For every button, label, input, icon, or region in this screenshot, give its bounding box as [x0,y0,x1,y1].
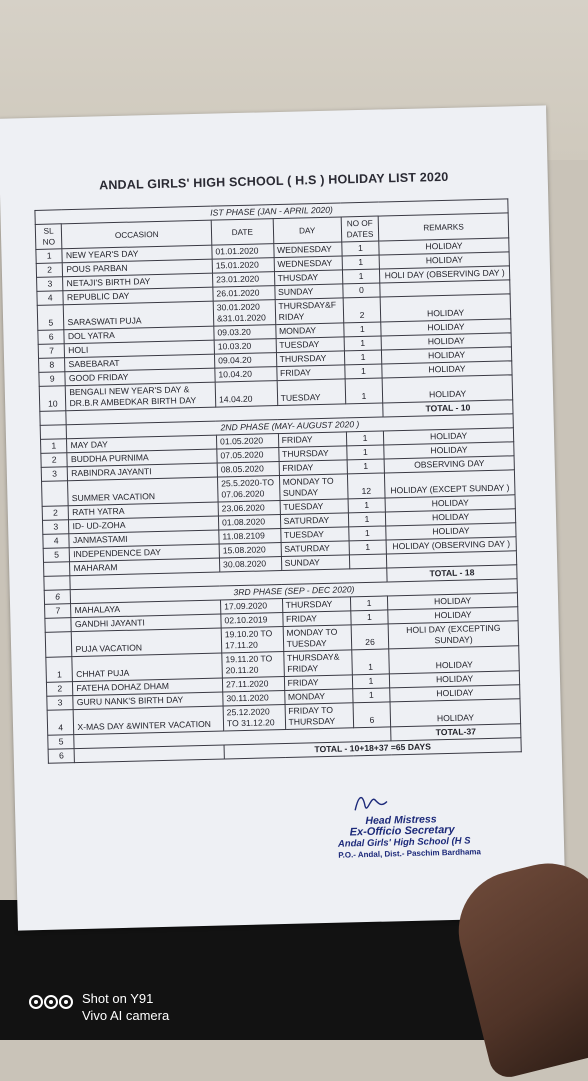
occasion-cell: PUJA VACATION [72,628,222,657]
occasion-cell: REPUBLIC DAY [63,287,213,305]
day-cell: FRIDAY [278,432,347,448]
dates-count-cell: 1 [350,596,388,611]
occasion-cell: INDEPENDENCE DAY [70,544,220,562]
remarks-cell: HOLIDAY [384,428,514,445]
date-cell: 01.08.2020 [218,515,280,531]
sl-cell: 8 [39,358,66,373]
grand-total: TOTAL - 10+18+37 =65 DAYS [224,738,521,759]
sl-cell [44,576,71,591]
day-cell: THUSDAY [274,270,343,286]
sl-cell: 6 [44,590,71,605]
day-cell: MONDAY TO SUNDAY [279,474,348,501]
date-cell: 27.11.2020 [222,676,284,692]
phase-total: TOTAL - 18 [387,565,517,582]
sl-cell: 3 [47,696,74,711]
occasion-cell: MAHARAM [70,558,220,576]
occasion-cell: GOOD FRIDAY [65,368,215,386]
date-cell: 01.01.2020 [212,244,274,260]
holiday-list-sheet [0,105,566,930]
occasion-cell: HOLI [65,340,215,358]
date-cell: 14.04.20 [215,381,277,407]
date-cell: 30.01.2020 &31.01.2020 [213,300,275,326]
dates-count-cell: 26 [351,624,389,650]
day-cell: SUNDAY [274,284,343,300]
remarks-cell: HOLIDAY [390,699,520,727]
day-cell: THURSDAY [278,446,347,462]
remarks-cell: HOLIDAY [382,375,512,403]
header-sl: SL NO [35,224,62,250]
dates-count-cell: 1 [342,269,380,284]
date-cell: 17.09.2020 [220,599,282,615]
dates-count-cell: 1 [352,688,390,703]
day-cell: THURSDAY [276,351,345,367]
sl-cell [45,632,72,658]
sl-cell [42,481,69,507]
dates-count-cell: 1 [344,350,382,365]
phase-label: 3RD PHASE (SEP - DEC 2020) [71,579,518,604]
remarks-cell: OBSERVING DAY [384,456,514,473]
date-cell: 15.08.2020 [219,543,281,559]
signature-title: Head Mistress [365,813,437,828]
date-cell: 11.08.2109 [219,529,281,545]
day-cell: FRIDAY [282,611,351,627]
sl-cell [44,562,71,577]
document-title: ANDAL GIRLS' HIGH SCHOOL ( H.S ) HOLIDAY LIST 2020 [98,169,449,193]
dates-count-cell: 1 [345,364,383,379]
occasion-cell: X-MAS DAY &WINTER VACATION [74,706,224,735]
remarks-cell: HOLI DAY (OBSERVING DAY ) [380,266,510,283]
date-cell: 26.01.2020 [213,286,275,302]
day-cell: MONDAY TO TUESDAY [283,625,352,652]
day-cell: TUESDAY [280,499,349,515]
day-cell: TUESDAY [280,527,349,543]
occasion-cell: ID- UD-ZOHA [69,516,219,534]
dates-count-cell: 2 [343,297,381,323]
sl-cell: 5 [37,305,64,331]
sl-cell: 3 [37,277,64,292]
occasion-cell: MAHALAYA [71,600,221,618]
holiday-table [34,198,521,763]
remarks-cell: HOLIDAY [388,607,518,624]
sl-cell [45,618,72,633]
day-cell: THURSDAY [282,597,351,613]
day-cell: SUNDAY [281,555,350,571]
dates-count-cell: 1 [347,445,385,460]
occasion-cell: DOL YATRA [64,326,214,344]
dates-count-cell [349,554,387,569]
occasion-cell: SABEBARAT [65,354,215,372]
sl-cell: 7 [45,604,72,619]
holiday-table-body [35,199,521,763]
date-cell: 15.01.2020 [212,258,274,274]
phase-total: TOTAL - 10 [383,400,513,417]
remarks-cell: HOLIDAY [382,361,512,378]
day-cell: MONDAY [284,689,353,705]
signature-address: P.O.- Andal, Dist.- Paschim Bardhama [338,847,482,860]
header-dates-count: NO OF DATES [341,216,379,242]
header-remarks: REMARKS [378,213,508,241]
occasion-cell: SARASWATI PUJA [64,301,214,330]
occasion-cell: BENGALI NEW YEAR'S DAY & DR.B.R AMBEDKAR BIRTH DAY [66,382,216,411]
remarks-cell: HOLIDAY [389,646,519,674]
day-cell: FRIDAY [276,365,345,381]
sl-cell: 1 [46,657,73,683]
dates-count-cell: 1 [344,336,382,351]
signature-scribble-icon [351,789,392,816]
sl-cell: 3 [42,520,69,535]
sl-cell: 4 [37,291,64,306]
occasion-cell: MAY DAY [67,435,217,453]
remarks-cell: HOLIDAY [381,319,511,336]
remarks-cell: HOLIDAY [379,252,509,269]
remarks-cell: HOLIDAY (OBSERVING DAY ) [386,537,516,554]
sl-cell: 6 [38,330,65,345]
date-cell: 30.08.2020 [219,557,281,573]
remarks-cell: HOLIDAY [384,442,514,459]
dates-count-cell: 1 [348,512,386,527]
occasion-cell: RATH YATRA [69,502,219,520]
remarks-cell: HOLI DAY (EXCEPTING SUNDAY) [388,621,518,649]
remarks-cell: HOLIDAY [379,238,509,255]
remarks-cell: HOLIDAY [386,509,516,526]
dates-count-cell: 1 [342,255,380,270]
occasion-cell: FATEHA DOHAZ DHAM [73,678,223,696]
sl-cell: 2 [41,453,68,468]
occasion-cell: SUMMER VACATION [68,477,218,506]
day-cell: FRIDAY TO THURSDAY [285,703,354,730]
remarks-cell: HOLIDAY [388,593,518,610]
day-cell: THURSDAY& FRIDAY [283,650,352,677]
phase-label: 2ND PHASE (MAY- AUGUST 2020 ) [67,414,514,439]
occasion-cell: NEW YEAR'S DAY [62,245,212,263]
sl-cell: 4 [43,534,70,549]
sl-cell: 1 [41,439,68,454]
sl-cell: 9 [39,372,66,387]
day-cell: SATURDAY [281,541,350,557]
phase-total: TOTAL-37 [391,724,521,741]
dates-count-cell: 1 [345,378,383,404]
sl-cell: 4 [47,710,74,736]
sl-cell: 5 [48,735,75,750]
sl-cell [40,411,67,426]
dates-count-cell: 1 [342,241,380,256]
occasion-cell: CHHAT PUJA [72,653,222,682]
signature-block [337,811,558,860]
day-cell: TUESDAY [277,379,346,406]
remarks-cell: HOLIDAY (EXCEPT SUNDAY ) [385,470,515,498]
remarks-cell: HOLIDAY [380,294,510,322]
date-cell: 09.04.20 [214,353,276,369]
occasion-cell: GURU NANK'S BIRTH DAY [73,692,223,710]
sl-cell: 2 [42,506,69,521]
total-spacer-cell [74,745,224,763]
dates-count-cell: 0 [343,283,381,298]
day-cell: WEDNESDAY [273,242,342,258]
date-cell: 23.06.2020 [218,501,280,517]
dates-count-cell: 1 [351,610,389,625]
remarks-cell: HOLIDAY [382,347,512,364]
day-cell: FRIDAY [284,675,353,691]
signature-school: Andal Girls' High School (H S [337,835,471,850]
dates-count-cell: 1 [348,498,386,513]
day-cell: WEDNESDAY [274,256,343,272]
date-cell: 10.03.20 [214,339,276,355]
dates-count-cell: 1 [346,431,384,446]
sl-cell: 2 [36,263,63,278]
remarks-cell: HOLIDAY [386,523,516,540]
date-cell: 19.11.20 TO 20.11.20 [222,652,284,678]
phase-label: IST PHASE (JAN - APRIL 2020) [35,199,508,225]
watermark-line-2: Vivo AI camera [82,1008,170,1023]
date-cell: 08.05.2020 [217,462,279,478]
camera-lens-icon [28,992,74,1012]
dates-count-cell: 6 [353,702,391,728]
date-cell: 02.10.2019 [221,613,283,629]
sl-cell: 3 [41,467,68,482]
watermark-line-1: Shot on Y91 [82,991,154,1006]
occasion-cell: BUDDHA PURNIMA [67,449,217,467]
dates-count-cell: 12 [347,473,385,499]
date-cell: 30.11.2020 [223,690,285,706]
day-cell: THURSDAY&F RIDAY [275,298,344,325]
remarks-cell: HOLIDAY [381,333,511,350]
day-cell: SATURDAY [280,513,349,529]
occasion-cell: RABINDRA JAYANTI [68,463,218,481]
dates-count-cell: 1 [349,526,387,541]
date-cell: 23.01.2020 [212,272,274,288]
remarks-cell: HOLIDAY [390,685,520,702]
header-date: DATE [211,219,273,245]
day-cell: MONDAY [275,323,344,339]
dates-count-cell: 1 [352,674,390,689]
remarks-cell: HOLIDAY [385,495,515,512]
date-cell: 01.05.2020 [216,434,278,450]
occasion-cell: JANMASTAMI [69,530,219,548]
date-cell: 10.04.20 [215,367,277,383]
header-day: DAY [273,217,342,244]
dates-count-cell: 1 [344,322,382,337]
sl-cell: 7 [38,344,65,359]
sl-cell [40,425,67,440]
date-cell: 25.5.2020-TO 07.06.2020 [217,476,279,502]
sl-cell: 10 [39,386,66,412]
occasion-cell: POUS PARBAN [63,259,213,277]
occasion-cell: GANDHI JAYANTI [71,614,221,632]
date-cell: 25.12.2020 TO 31.12.20 [223,704,285,730]
dates-count-cell: 1 [352,649,390,675]
header-occasion: OCCASION [62,220,212,249]
date-cell: 07.05.2020 [217,448,279,464]
sl-cell: 5 [43,548,70,563]
date-cell: 19.10.20 TO 17.11.20 [221,627,283,653]
sl-cell: 1 [36,249,63,264]
remarks-cell: HOLIDAY [389,671,519,688]
dates-count-cell: 1 [347,459,385,474]
signature-role: Ex-Officio Secretary [349,823,455,839]
day-cell: FRIDAY [279,460,348,476]
occasion-cell: NETAJI'S BIRTH DAY [63,273,213,291]
dates-count-cell: 1 [349,540,387,555]
sl-cell: 6 [48,749,75,764]
sl-cell: 2 [46,682,73,697]
day-cell: TUESDAY [276,337,345,353]
date-cell: 09.03.20 [214,325,276,341]
